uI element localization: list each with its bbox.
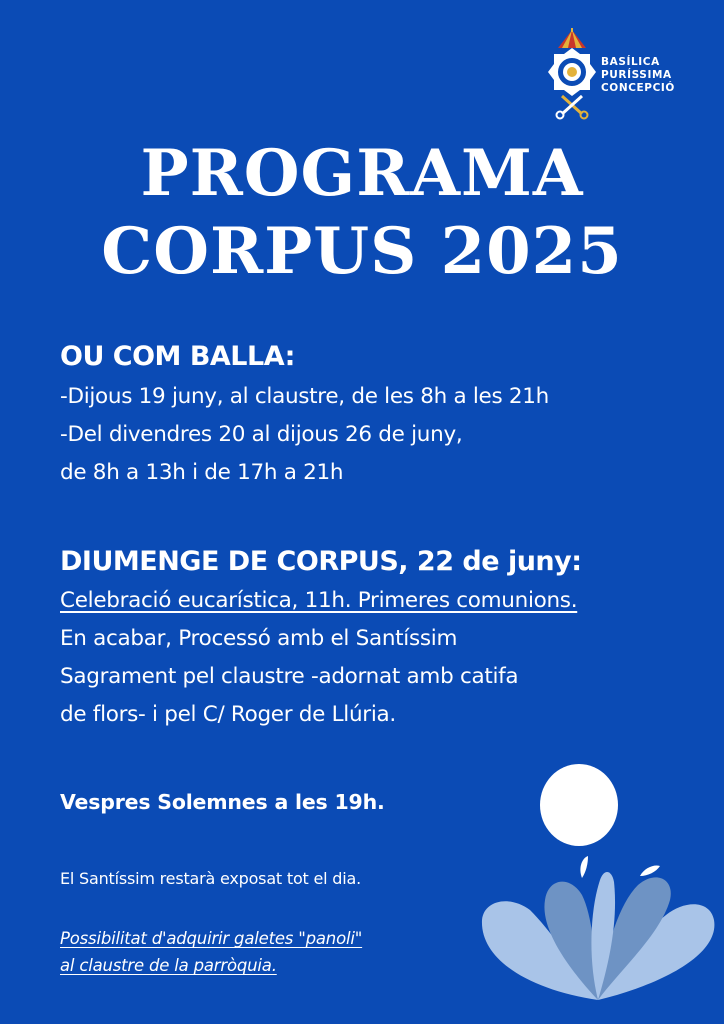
ou-com-balla-line-1: -Dijous 19 juny, al claustre, de les 8h a les 21h [60,384,549,409]
diumenge-heading: DIUMENGE DE CORPUS, 22 de juny: [60,546,582,577]
galetes-line-2: al claustre de la parròquia. [60,956,277,975]
diumenge-section [60,543,700,734]
title-line-2: CORPUS 2025 [101,214,623,289]
drop-left [580,856,588,878]
galetes-line-1: Possibilitat d'adquirir galetes "panoli" [60,929,363,948]
diumenge-line-3: de flors- i pel C/ Roger de Llúria. [60,702,396,727]
logo-text [601,56,675,95]
egg-icon [540,764,618,846]
ou-com-balla-section [60,338,700,492]
ou-com-balla-line-3: de 8h a 13h i de 17h a 21h [60,460,344,485]
egg-fountain-icon [470,760,724,1024]
diumenge-line-2: Sagrament pel claustre -adornat amb catifa [60,664,519,689]
drop-right [640,865,660,876]
logo-line-2: PURÍSSIMA [601,69,672,81]
ou-com-balla-heading: OU COM BALLA: [60,341,295,372]
vespres-text: Vespres Solemnes a les 19h. [60,790,385,814]
basilica-logo [544,26,684,121]
basilica-emblem-icon [544,26,600,121]
exposat-text: El Santíssim restarà exposat tot el dia. [60,869,361,888]
ou-com-balla-line-2: -Del divendres 20 al dijous 26 de juny, [60,422,463,447]
logo-line-1: BASÍLICA [601,56,660,68]
logo-line-3: CONCEPCIÓ [601,82,675,94]
title-line-1: PROGRAMA [140,136,584,211]
diumenge-line-1: En acabar, Processó amb el Santíssim [60,626,458,651]
celebracio-line: Celebració eucarística, 11h. Primeres comunions. [60,588,578,613]
